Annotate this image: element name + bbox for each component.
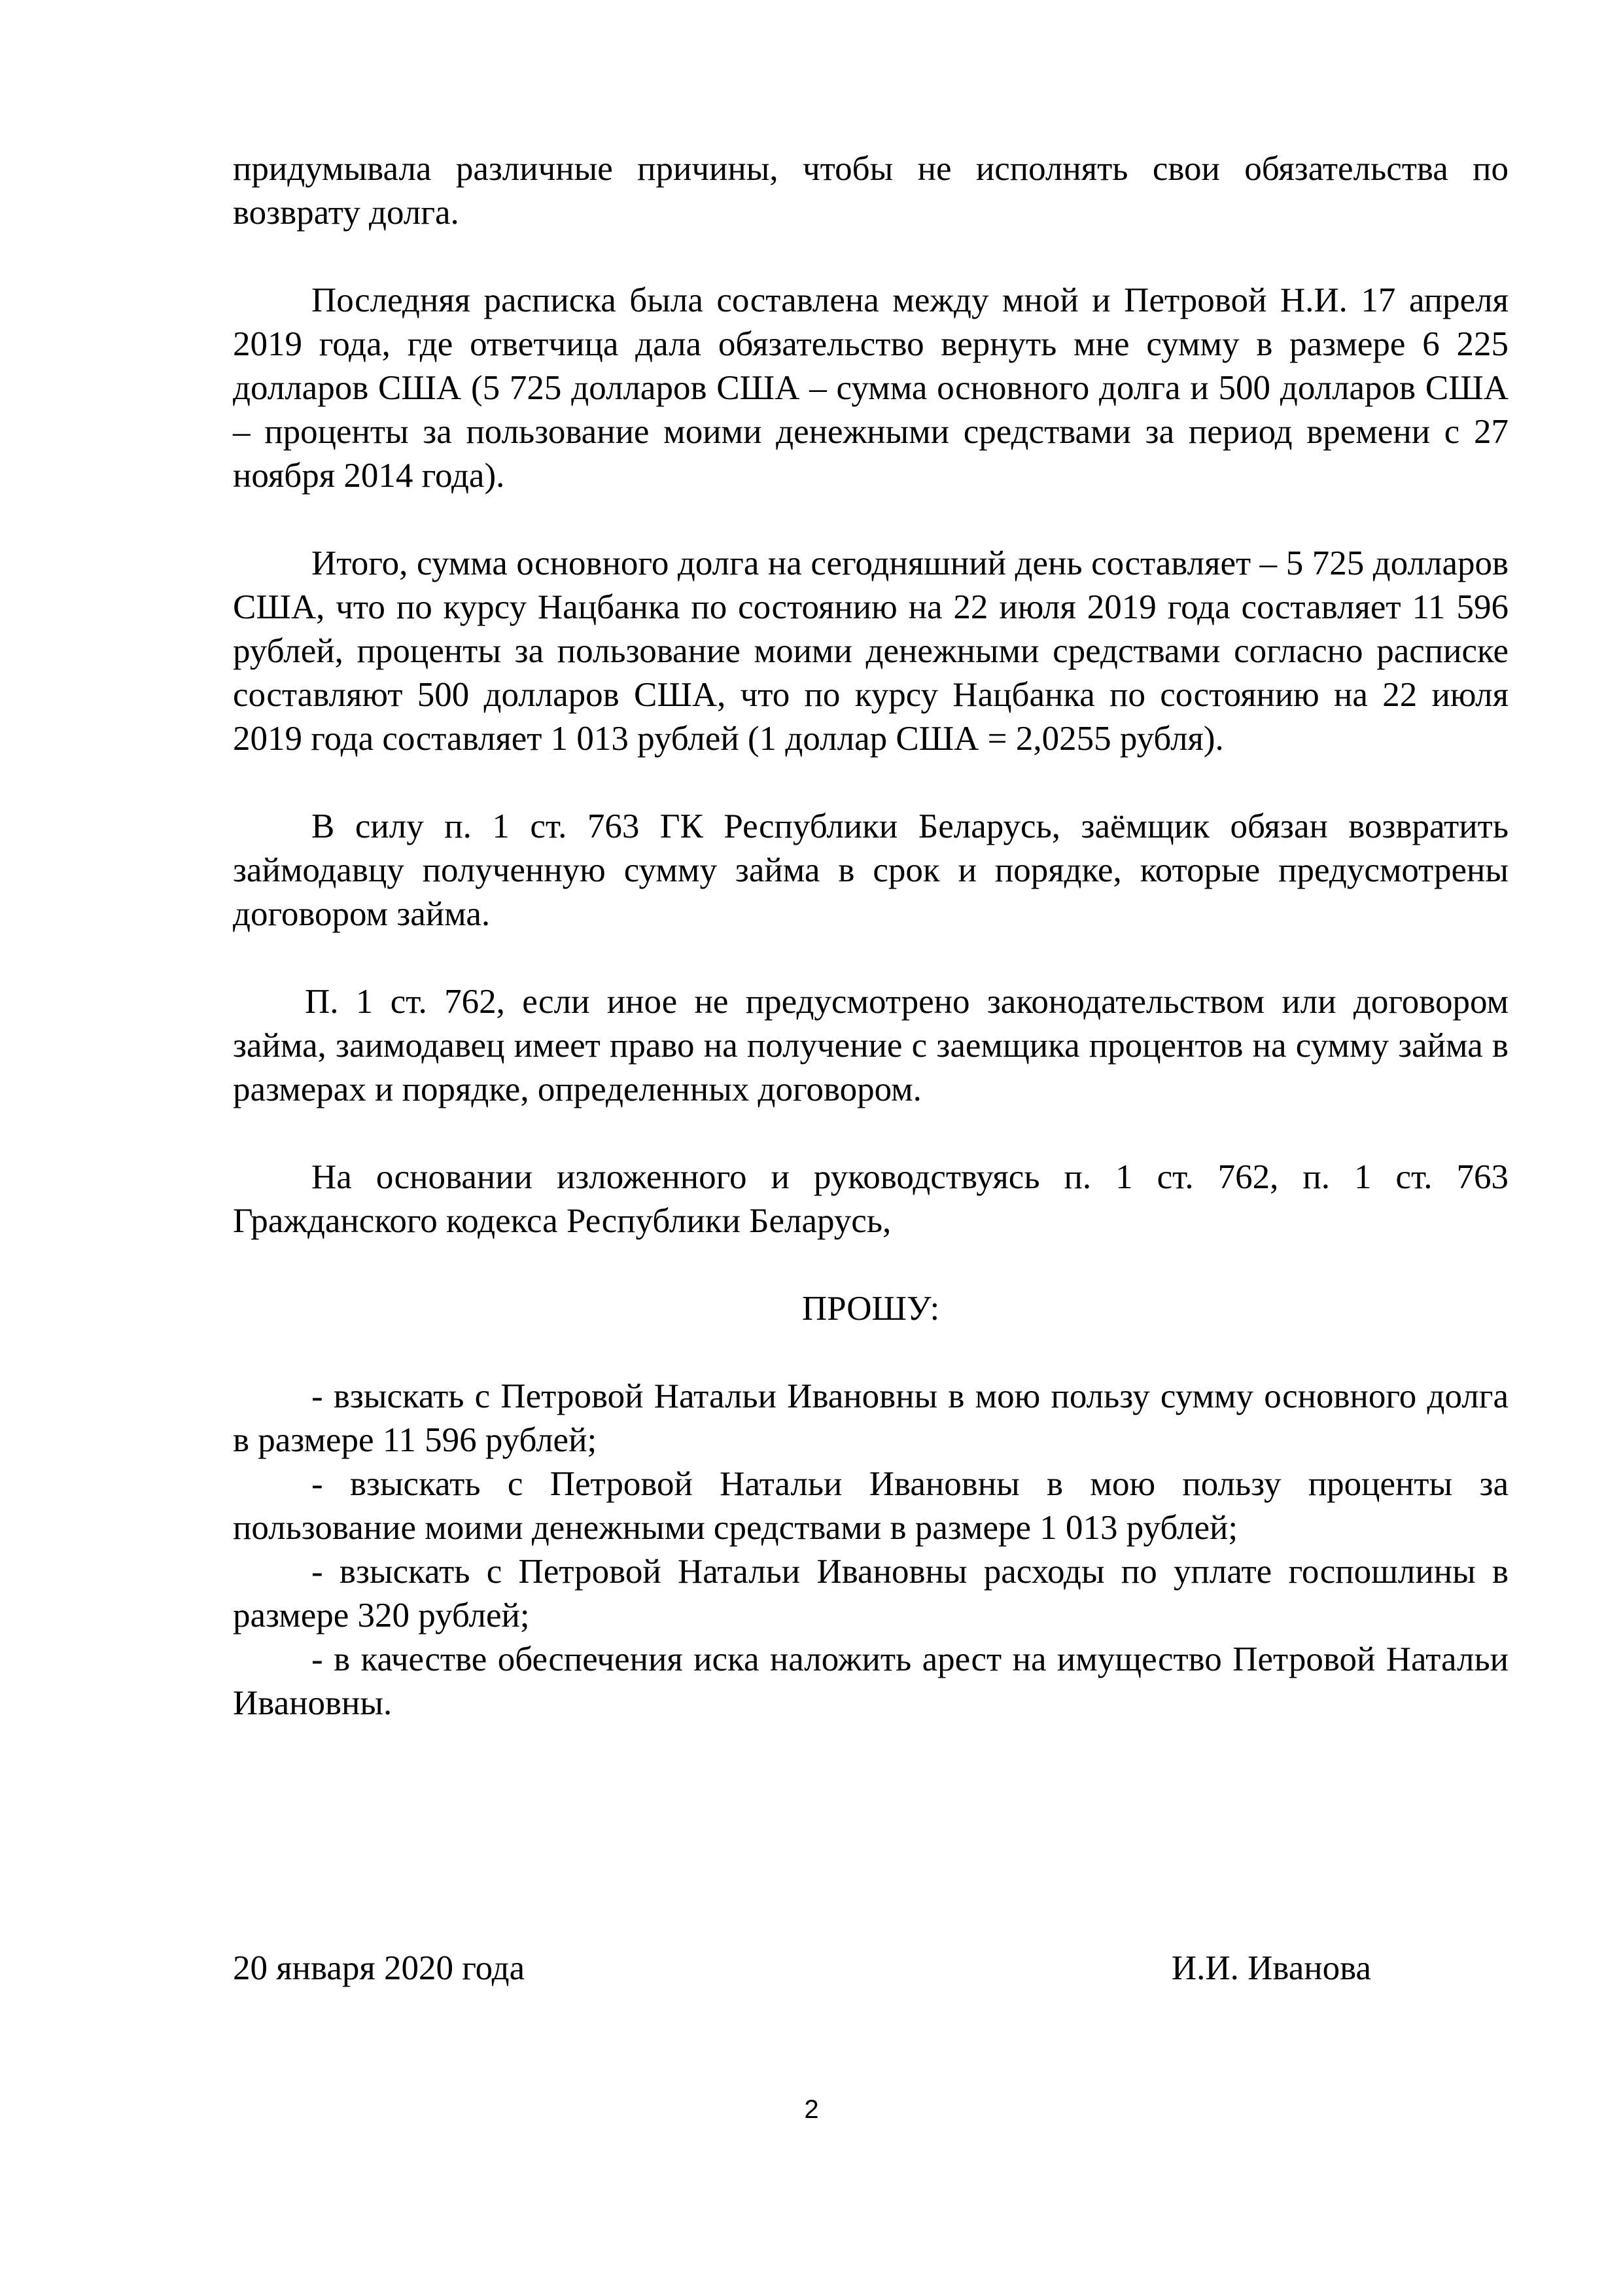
request-item: - в качестве обеспечения иска наложить арест на имущество Петровой Натальи Ивановны. bbox=[233, 1640, 1509, 1722]
paragraph-continuation: придумывала различные причины, чтобы не исполнять свои обязательства по возврату долга. bbox=[233, 150, 1509, 232]
document-date: 20 января 2020 года bbox=[233, 1949, 525, 1987]
signature-name: И.И. Иванова bbox=[1171, 1949, 1371, 1987]
paragraph-receipt: Последняя расписка была составлена между мной и Петровой Н.И. 17 апреля 2019 года, где ответчица дала обязательство вернуть мне сумму в размере 6 225 долларов США (5 725 долларов США – сумма основного долга и 500 долларов США – проценты за пользование моими денежными средствами за период времени с 27 ноября 2014 года). bbox=[233, 281, 1509, 495]
paragraph-article-763: В силу п. 1 ст. 763 ГК Республики Беларусь, заёмщик обязан возвратить займодавцу полученную сумму займа в срок и порядке, которые предусмотрены договором займа. bbox=[233, 807, 1509, 933]
signature-row bbox=[233, 1947, 1371, 1990]
paragraph-grounds: На основании изложенного и руководствуясь п. 1 ст. 762, п. 1 ст. 763 Гражданского кодекса Республики Беларусь, bbox=[233, 1158, 1509, 1240]
page-number: 2 bbox=[804, 2095, 819, 2124]
request-item: - взыскать с Петровой Натальи Ивановны в мою пользу проценты за пользование моими денежными средствами в размере 1 013 рублей; bbox=[233, 1465, 1509, 1547]
paragraph-article-762: П. 1 ст. 762, если иное не предусмотрено законодательством или договором займа, заимодавец имеет право на получение с заемщика процентов на сумму займа в размерах и порядке, определенных договором. bbox=[233, 983, 1509, 1108]
request-item: - взыскать с Петровой Натальи Ивановны в мою пользу сумму основного долга в размере 11 596 рублей; bbox=[233, 1377, 1509, 1459]
document-body bbox=[233, 147, 1509, 1725]
request-list bbox=[233, 1375, 1509, 1725]
request-item: - взыскать с Петровой Натальи Ивановны расходы по уплате госпошлины в размере 320 рублей; bbox=[233, 1553, 1509, 1634]
request-heading: ПРОШУ: bbox=[801, 1290, 940, 1328]
paragraph-total: Итого, сумма основного долга на сегодняшний день составляет – 5 725 долларов США, что по курсу Нацбанка по состоянию на 22 июля 2019 года составляет 11 596 рублей, проценты за пользование моими денежными средствами согласно расписке составляют 500 долларов США, что по курсу Нацбанка по состоянию на 22 июля 2019 года составляет 1 013 рублей (1 доллар США = 2,0255 рубля). bbox=[233, 544, 1509, 758]
